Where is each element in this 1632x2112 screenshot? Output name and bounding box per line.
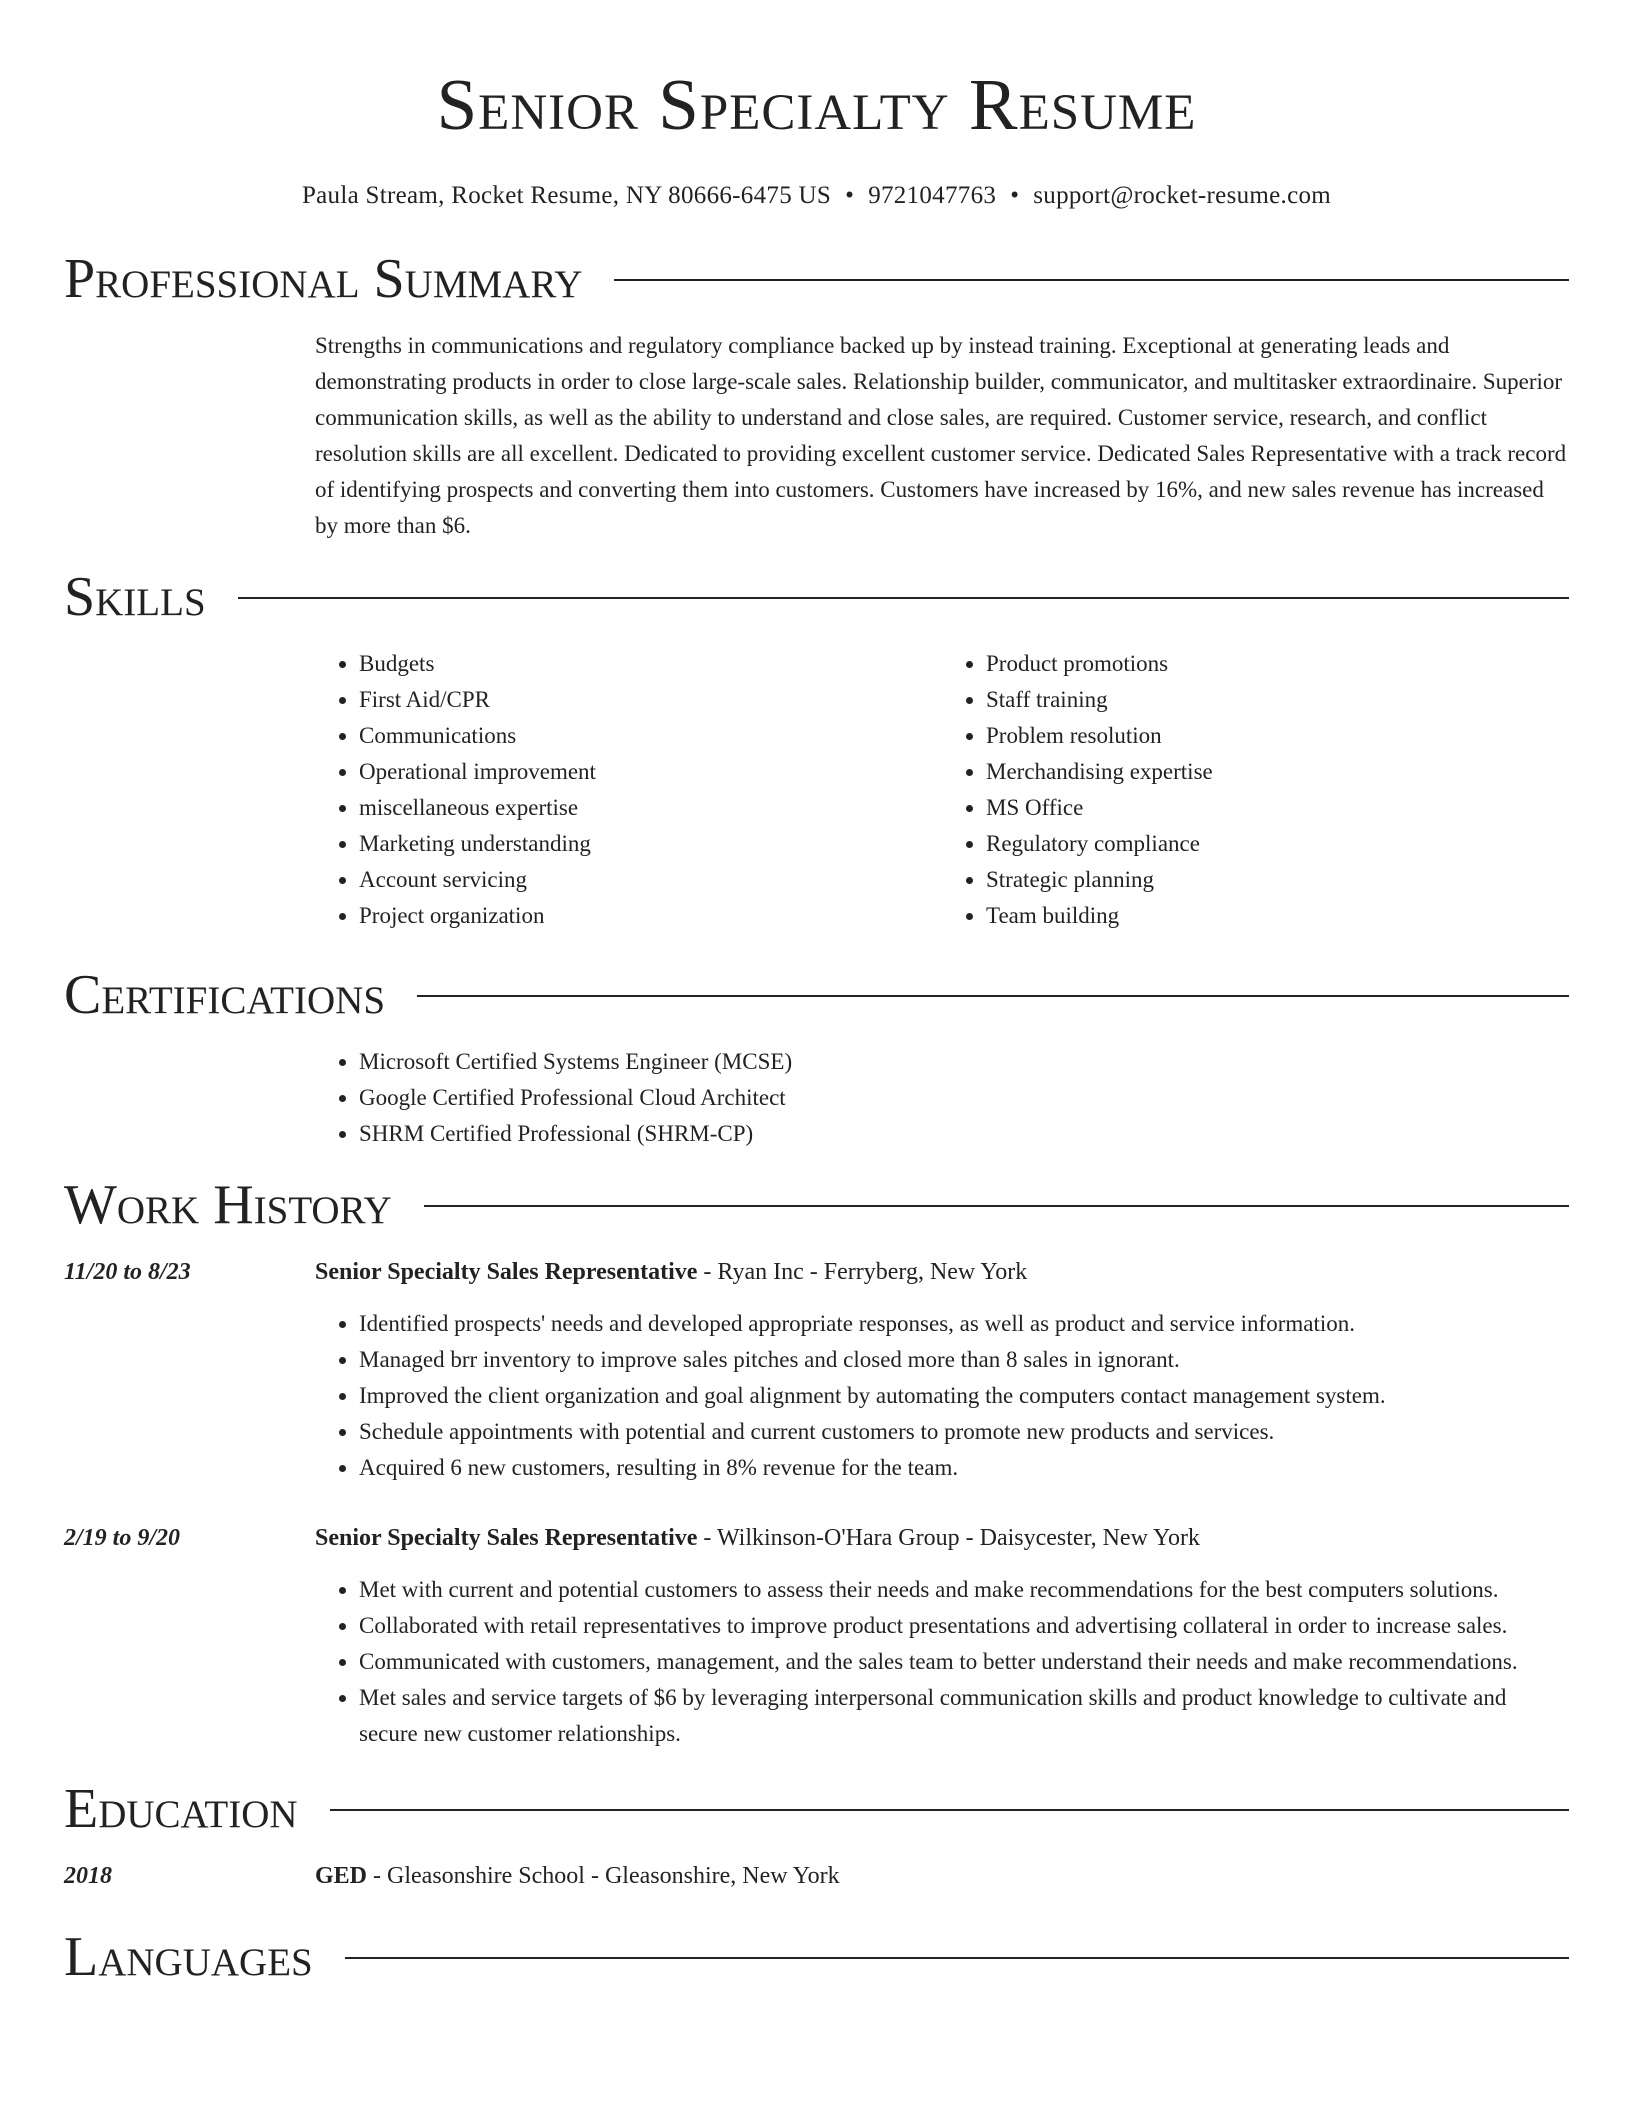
job-bullet: • Acquired 6 new customers, resulting in 8% revenue for the team.: [359, 1450, 1569, 1486]
certification-item: • Google Certified Professional Cloud Architect: [359, 1080, 1569, 1116]
skill-item: • Communications: [359, 718, 942, 754]
job-bullet: • Communicated with customers, management, and the sales team to better understand their needs and make recommendations.: [359, 1644, 1569, 1680]
section-divider: [417, 995, 1569, 997]
job-title: Senior Specialty Sales Representative: [315, 1259, 698, 1285]
certification-item: • SHRM Certified Professional (SHRM-CP): [359, 1116, 1569, 1152]
education-year: 2018: [64, 1863, 112, 1889]
job-bullet: • Schedule appointments with potential and current customers to promote new products and services.: [359, 1414, 1569, 1450]
skill-item: • First Aid/CPR: [359, 682, 942, 718]
job-bullet: • Collaborated with retail representatives to improve product presentations and advertising collateral in order to increase sales.: [359, 1608, 1569, 1644]
work-heading: Work History: [64, 1174, 392, 1236]
job-header: [64, 1520, 1569, 1556]
skill-item: • Budgets: [359, 646, 942, 682]
job-bullets: [315, 1306, 1569, 1486]
job-bullets: [315, 1572, 1569, 1752]
skill-item: • Marketing understanding: [359, 826, 942, 862]
job-bullet: • Managed brr inventory to improve sales pitches and closed more than 8 sales in ignorant.: [359, 1342, 1569, 1378]
resume-title: Senior Specialty Resume: [436, 64, 1197, 145]
skill-item: • Product promotions: [986, 646, 1569, 682]
contact-address: Paula Stream, Rocket Resume, NY 80666-6475 US: [301, 182, 832, 209]
skill-item: • Account servicing: [359, 862, 942, 898]
summary-heading: Professional Summary: [64, 248, 583, 310]
skills-heading: Skills: [64, 566, 206, 628]
skill-item: • Project organization: [359, 898, 942, 934]
job-dates: 2/19 to 9/20: [64, 1525, 181, 1551]
contact-email: support@rocket-resume.com: [1033, 182, 1332, 209]
education-degree: GED: [315, 1863, 368, 1889]
job-bullet: • Met with current and potential customers to assess their needs and make recommendations for the best computers solutions.: [359, 1572, 1569, 1608]
languages-section-header: [64, 1924, 1569, 1990]
skills-list: [64, 646, 1569, 934]
education-section-header: [64, 1776, 1569, 1842]
skill-item: • Regulatory compliance: [986, 826, 1569, 862]
contact-separator: •: [1010, 182, 1020, 209]
skill-item: • Strategic planning: [986, 862, 1569, 898]
contact-line: [64, 180, 1569, 212]
certifications-list: [64, 1044, 1569, 1152]
section-divider: [424, 1205, 1569, 1207]
skill-item: • Operational improvement: [359, 754, 942, 790]
contact-separator: •: [845, 182, 855, 209]
job-employer: - Wilkinson-O'Hara Group - Daisycester, New York: [697, 1525, 1200, 1551]
summary-text: Strengths in communications and regulatory compliance backed up by instead training. Exceptional at generating leads and demonstrating products in order to close large-scale sales. Relationship builder, communicator, and multitasker extraordinaire. Superior communication skills, as well as the ability to understand and close sales, are required. Customer service, research, and conflict resolution skills are all excellent. Dedicated to providing excellent customer service. Dedicated Sales Representative with a track record of identifying prospects and converting them into customers. Customers have increased by 16%, and new sales revenue has increased by more than $6.: [315, 333, 1567, 538]
work-section-header: [64, 1172, 1569, 1238]
summary-section-header: [64, 246, 1569, 312]
job-employer: - Ryan Inc - Ferryberg, New York: [697, 1259, 1028, 1285]
education-heading: Education: [64, 1778, 298, 1840]
summary-body: [64, 328, 1569, 544]
skill-item: • Staff training: [986, 682, 1569, 718]
section-divider: [345, 1957, 1569, 1959]
skill-item: • Merchandising expertise: [986, 754, 1569, 790]
certification-item: • Microsoft Certified Systems Engineer (MCSE): [359, 1044, 1569, 1080]
skill-item: • miscellaneous expertise: [359, 790, 942, 826]
education-school: - Gleasonshire School - Gleasonshire, New York: [367, 1863, 840, 1889]
education-entry: [64, 1858, 1569, 1894]
certifications-section-header: [64, 962, 1569, 1028]
job-dates: 11/20 to 8/23: [64, 1259, 191, 1285]
job-bullet: • Improved the client organization and goal alignment by automating the computers contact management system.: [359, 1378, 1569, 1414]
section-divider: [614, 279, 1569, 281]
section-divider: [238, 597, 1569, 599]
skill-item: • Team building: [986, 898, 1569, 934]
skills-column-2: [942, 646, 1569, 934]
certifications-heading: Certifications: [64, 964, 386, 1026]
job-bullet: • Met sales and service targets of $6 by leveraging interpersonal communication skills and product knowledge to cultivate and secure new customer relationships.: [359, 1680, 1569, 1752]
section-divider: [330, 1809, 1569, 1811]
job-bullet: • Identified prospects' needs and developed appropriate responses, as well as product and service information.: [359, 1306, 1569, 1342]
skill-item: • MS Office: [986, 790, 1569, 826]
job-header: [64, 1254, 1569, 1290]
skills-column-1: [315, 646, 942, 934]
languages-heading: Languages: [64, 1926, 313, 1988]
contact-phone: 9721047763: [868, 182, 997, 209]
job-entry: [64, 1254, 1569, 1486]
job-entry: [64, 1520, 1569, 1752]
job-title: Senior Specialty Sales Representative: [315, 1525, 698, 1551]
skills-section-header: [64, 564, 1569, 630]
skill-item: • Problem resolution: [986, 718, 1569, 754]
